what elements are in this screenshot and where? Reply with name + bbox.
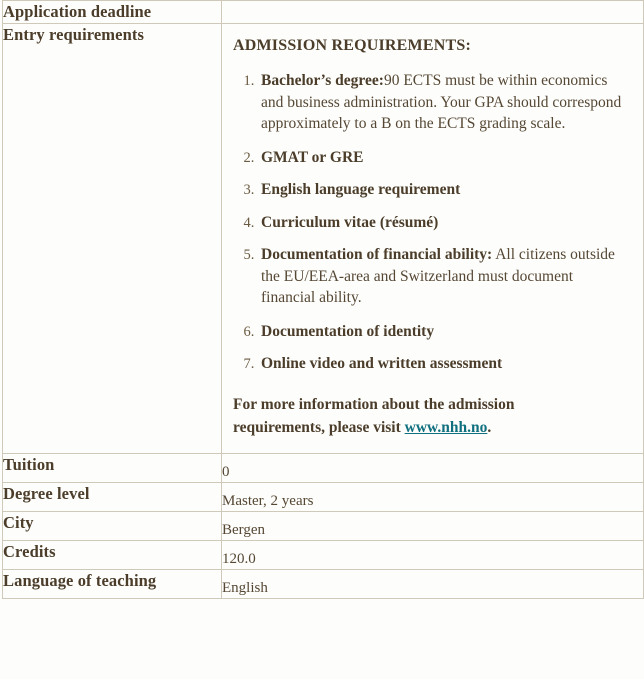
row-label-entry-requirements: Entry requirements [3, 24, 222, 454]
row-value-city: Bergen [222, 511, 644, 540]
requirement-item [258, 244, 629, 309]
table-row [3, 540, 644, 569]
row-label-application-deadline: Application deadline [3, 1, 222, 24]
table-body [3, 1, 644, 599]
nhh-website-link[interactable]: www.nhh.no [404, 418, 488, 436]
table-row [3, 482, 644, 511]
requirements-block [222, 24, 643, 453]
row-label-degree-level: Degree level [3, 482, 222, 511]
row-value-degree-level: Master, 2 years [222, 482, 644, 511]
table-row [3, 453, 644, 482]
requirement-item-detail: All citizens outside the EU/EEA-area and Switzerland must document financial ability. [261, 246, 615, 306]
requirement-item-title: Bachelor’s degree: [261, 72, 384, 89]
table-row [3, 24, 644, 454]
row-value-credits: 120.0 [222, 540, 644, 569]
requirements-list [233, 70, 629, 375]
row-value-language-of-teaching: English [222, 569, 644, 598]
row-label-language-of-teaching: Language of teaching [3, 569, 222, 598]
requirement-item: 3. English language requirement [258, 179, 629, 201]
requirement-item: 4. Curriculum vitae (résumé) [258, 212, 629, 234]
requirement-item: 7. Online video and written assessment [258, 353, 629, 375]
footer-text-after-link: . [487, 418, 492, 436]
requirement-item: 6. Documentation of identity [258, 321, 629, 343]
requirement-item: 2. GMAT or GRE [258, 147, 629, 169]
row-label-tuition: Tuition [3, 453, 222, 482]
requirement-item-detail: 90 ECTS must be within economics and business administration. Your GPA should correspond approximately to a B on the ECTS grading scale. [261, 72, 622, 132]
row-value-application-deadline [222, 1, 644, 24]
programme-details-table [2, 0, 644, 599]
row-value-tuition: 0 [222, 453, 644, 482]
requirement-item-title: Documentation of financial ability: [261, 246, 493, 263]
row-label-city: City [3, 511, 222, 540]
row-value-entry-requirements [222, 24, 644, 454]
requirements-footer [233, 393, 608, 439]
requirements-heading: ADMISSION REQUIREMENTS: [233, 37, 471, 54]
table-row [3, 1, 644, 24]
table-row [3, 569, 644, 598]
footer-text-before-link: For more information about the admission requirements, please visit [233, 395, 515, 436]
row-label-credits: Credits [3, 540, 222, 569]
requirement-item [258, 70, 629, 135]
table-row [3, 511, 644, 540]
